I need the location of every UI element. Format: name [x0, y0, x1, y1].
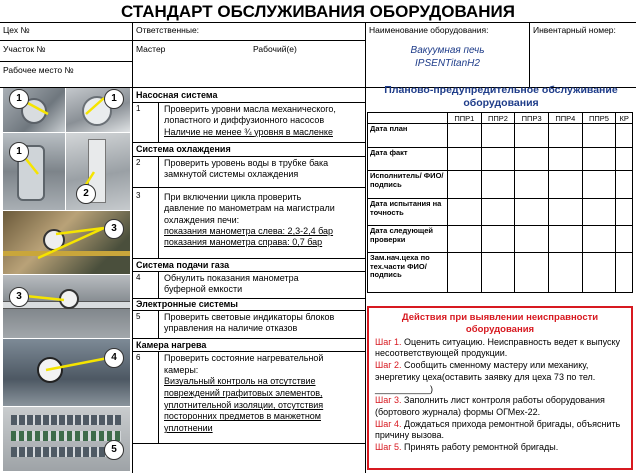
column-header: ППР2	[481, 113, 515, 124]
planned-title-line2: оборудования	[463, 97, 539, 110]
action-step-1	[375, 337, 625, 360]
step-label: Шаг 4.	[375, 418, 402, 429]
row-label: Зам.нач.цеха по тех.части ФИО/ подпись	[368, 253, 448, 293]
section-electronic-systems	[133, 299, 365, 311]
step-text: Оценить ситуацию. Неисправность ведет к выпуску несоответствующей продукции.	[375, 336, 621, 359]
planned-maintenance-title	[366, 84, 636, 110]
task-line: Проверить уровень воды в трубке бака	[164, 158, 329, 168]
task-text	[160, 353, 365, 435]
inventory-label: Инвентарный номер:	[533, 25, 616, 35]
task-item-5	[133, 311, 365, 339]
section-title: Система подачи газа	[136, 260, 230, 270]
action-step-4	[375, 419, 625, 442]
step-text: Дождаться прихода ремонтной бригады, объяснить причину вызова.	[375, 418, 621, 441]
table-cell[interactable]	[448, 124, 482, 148]
task-item-2	[133, 157, 365, 188]
task-number: 2	[133, 157, 159, 187]
table-cell[interactable]	[548, 253, 582, 293]
table-cell[interactable]	[515, 226, 549, 253]
table-row	[368, 148, 633, 171]
task-line: Проверить состояние нагревательной	[164, 353, 324, 363]
table-cell[interactable]	[515, 148, 549, 171]
task-norm: посторонних предметов в манжетном	[164, 411, 321, 422]
action-step-5	[375, 442, 625, 454]
task-number: 1	[133, 103, 159, 142]
section-title: Камера нагрева	[136, 340, 207, 350]
actions-title-line1: Действия при выявлении неисправности	[401, 312, 599, 323]
task-text	[160, 312, 365, 335]
task-number: 3	[133, 188, 159, 258]
task-norm: Наличие не менее ¾ уровня в масленке	[164, 126, 333, 137]
table-corner-cell	[368, 113, 448, 124]
task-line: замкнутой системы охлаждения	[164, 169, 299, 180]
table-cell[interactable]	[548, 148, 582, 171]
column-header: ППР4	[548, 113, 582, 124]
photo-badge-1a: 1	[9, 89, 29, 109]
task-item-4	[133, 272, 365, 299]
column-header: ППР5	[582, 113, 616, 124]
task-item-6	[133, 352, 365, 444]
page-title: СТАНДАРТ ОБСЛУЖИВАНИЯ ОБОРУДОВАНИЯ	[121, 2, 515, 21]
equipment-name-line1: Вакуумная печь	[410, 45, 485, 56]
photo-badge-2: 2	[76, 184, 96, 204]
table-cell[interactable]	[548, 226, 582, 253]
column-header: ППР3	[515, 113, 549, 124]
task-text	[160, 273, 365, 296]
section-title: Насосная система	[136, 90, 218, 100]
photo-badge-3a: 3	[104, 219, 124, 239]
table-cell[interactable]	[616, 226, 633, 253]
task-number: 5	[133, 311, 159, 338]
table-cell[interactable]	[481, 124, 515, 148]
table-cell[interactable]	[448, 253, 482, 293]
photo-badge-4: 4	[104, 348, 124, 368]
step-label: Шаг 2.	[375, 360, 402, 371]
section-label: Участок №	[3, 44, 46, 54]
task-line: камеры:	[164, 364, 199, 375]
table-cell[interactable]	[481, 148, 515, 171]
table-row	[368, 124, 633, 148]
row-label: Исполнитель/ ФИО/ подпись	[368, 171, 448, 199]
step-label: Шаг 1.	[375, 336, 402, 347]
row-label: Дата следующей проверки	[368, 226, 448, 253]
action-step-2	[375, 360, 625, 395]
task-norm: уплотнительной изоляции, отсутствия	[164, 399, 324, 410]
equipment-name-value	[366, 44, 529, 70]
task-text	[160, 104, 365, 138]
task-norm: показания манометра справа: 0,7 бар	[164, 237, 323, 247]
task-line: При включении цикла проверить	[164, 192, 302, 202]
table-cell[interactable]	[481, 253, 515, 293]
table-cell[interactable]	[616, 124, 633, 148]
table-cell[interactable]	[448, 171, 482, 199]
table-cell[interactable]	[481, 226, 515, 253]
action-step-3	[375, 395, 625, 418]
table-cell[interactable]	[481, 199, 515, 226]
task-norm: повреждений графитовых элементов,	[164, 388, 323, 399]
actions-title	[375, 312, 625, 336]
table-cell[interactable]	[616, 148, 633, 171]
step-label: Шаг 5.	[375, 441, 402, 452]
section-pump-system	[133, 88, 365, 103]
table-cell[interactable]	[548, 124, 582, 148]
table-cell[interactable]	[515, 171, 549, 199]
table-cell[interactable]	[616, 199, 633, 226]
table-row	[368, 226, 633, 253]
task-line: буферной емкости	[164, 284, 243, 295]
step-text: Сообщить сменному мастеру или механику, энергетику цеха(оставить заявку для цеха 73 по тел. ___________)	[375, 360, 596, 394]
table-cell[interactable]	[481, 171, 515, 199]
step-text: Принять работу ремонтной бригады.	[401, 441, 559, 452]
table-cell[interactable]	[548, 199, 582, 226]
table-cell[interactable]	[582, 199, 616, 226]
table-cell[interactable]	[515, 199, 549, 226]
table-cell[interactable]	[448, 199, 482, 226]
workplace-label: Рабочее место №	[3, 65, 74, 75]
task-line: Проверить световые индикаторы блоков	[164, 312, 335, 322]
table-cell[interactable]	[448, 226, 482, 253]
table-cell[interactable]	[616, 171, 633, 199]
task-line: давление по манометрам на магистрали	[164, 203, 335, 214]
task-item-3	[133, 188, 365, 259]
task-text	[160, 192, 365, 248]
task-number: 4	[133, 272, 159, 298]
task-line: Проверить уровни масла механического,	[164, 104, 336, 114]
task-number: 6	[133, 352, 159, 443]
master-label: Мастер	[136, 44, 166, 54]
responsible-label: Ответственные:	[136, 25, 200, 35]
column-header: КР	[616, 113, 633, 124]
table-cell[interactable]	[582, 226, 616, 253]
task-line: лопастного и диффузионного насосов	[164, 115, 325, 126]
table-cell[interactable]	[582, 124, 616, 148]
photo-badge-1b: 1	[104, 89, 124, 109]
equipment-name-label: Наименование оборудования:	[369, 25, 489, 35]
planned-title-line1: Планово-предупредительное обслуживание	[384, 84, 618, 96]
table-cell[interactable]	[515, 124, 549, 148]
table-cell[interactable]	[582, 171, 616, 199]
step-text: Заполнить лист контроля работы оборудования (бортового журнала) формы ОГМех-22.	[375, 395, 605, 417]
tasks-panel	[133, 88, 365, 473]
task-line: Обнулить показания манометра	[164, 273, 299, 283]
column-header: ППР1	[448, 113, 482, 124]
actions-title-line2: оборудования	[465, 323, 535, 335]
equipment-name-line2: IPSENTitanH2	[415, 58, 480, 69]
worker-label: Рабочий(е)	[253, 44, 297, 54]
table-row	[368, 253, 633, 293]
task-text	[160, 158, 365, 181]
photo-badge-3b: 3	[9, 287, 29, 307]
task-norm: Визуальный контроль на отсутствие	[164, 376, 316, 387]
step-label: Шаг 3.	[375, 395, 402, 406]
task-line: управления на наличие отказов	[164, 323, 298, 334]
photo-badge-5: 5	[104, 440, 124, 460]
task-norm: уплотнении	[164, 423, 213, 434]
malfunction-actions-box	[367, 306, 633, 470]
photo-badge-1c: 1	[9, 142, 29, 162]
header-left-line	[0, 61, 132, 62]
table-row	[368, 171, 633, 199]
row-label: Дата план	[368, 124, 448, 148]
task-line: охлаждения печи:	[164, 214, 240, 225]
section-heating-chamber	[133, 339, 365, 352]
section-gas-supply	[133, 259, 365, 272]
section-title: Система охлаждения	[136, 144, 231, 154]
header-mid-line	[0, 40, 365, 41]
planned-maintenance-table	[367, 112, 633, 293]
task-item-1	[133, 103, 365, 143]
table-cell[interactable]	[582, 148, 616, 171]
table-cell[interactable]	[548, 171, 582, 199]
section-cooling-system	[133, 143, 365, 157]
row-label: Дата факт	[368, 148, 448, 171]
table-cell[interactable]	[582, 253, 616, 293]
table-row	[368, 199, 633, 226]
table-cell[interactable]	[515, 253, 549, 293]
row-label: Дата испытания на точность	[368, 199, 448, 226]
task-norm: показания манометра слева: 2,3-2,4 бар	[164, 225, 334, 236]
table-cell[interactable]	[448, 148, 482, 171]
section-title: Электронные системы	[136, 299, 238, 309]
workshop-label: Цех №	[3, 25, 30, 35]
table-cell[interactable]	[616, 253, 633, 293]
table-header-row	[368, 113, 633, 124]
